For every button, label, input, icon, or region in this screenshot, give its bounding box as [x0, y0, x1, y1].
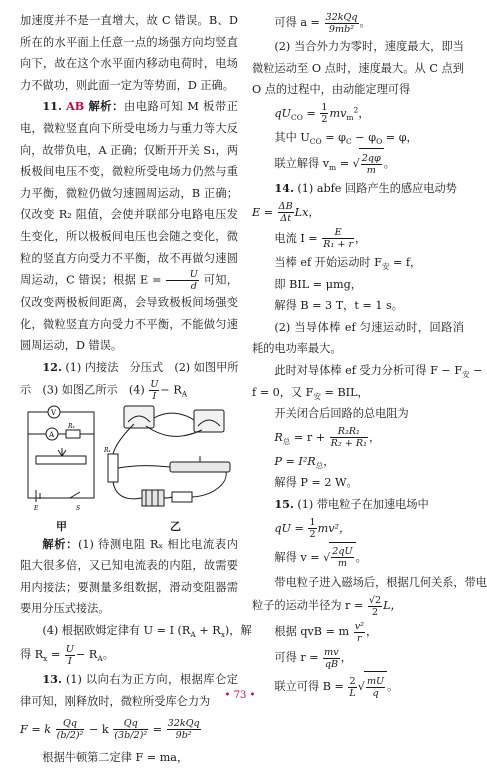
jia-label-Rx: Rₓ [68, 422, 75, 430]
jia-label-S: S [76, 504, 81, 512]
q12-analysis: 解析：(1) 待测电阻 Rₓ 相比电流表内阻大很多倍，又已知电流表的内阻，故需要用内接法；要测量多组数据，滑动变阻器需要用分压式接法。 [20, 536, 238, 616]
q15-eq4: 可得 r = $\frac{mv}{qB}$ ， [274, 646, 352, 670]
q11 [20, 96, 238, 357]
q12-line2: 示 (3) 如图乙所示 (4) $\frac{U}{I}$ − $R_A$ [20, 378, 188, 402]
r-eq-a: 可得 a = $\frac{\text{32kQq}}{\text{9mb²}}$ 。 [274, 11, 371, 35]
q12-p4: (4) 根据欧姆定律有 U = I $(R_A + R_x)$，解 [42, 623, 252, 640]
q14-p4: 即 BIL = μmg， [274, 277, 362, 291]
q15-p3: 带电粒子进入磁场后，根据几何关系，带电 [274, 575, 487, 589]
wiring-diagram-yi [102, 404, 242, 522]
q11-fraction: $\frac{U}{d}$ [166, 269, 198, 292]
q12-figures [20, 404, 238, 534]
figure-label-yi: 乙 [170, 519, 181, 533]
r-p3: 其中 $U_{CO} = \varphi_C - \varphi_O = \varphi$， [274, 130, 418, 147]
q10-tail: 加速度并不是一直增大，故 C 错误。B、D 所在的水平面上任意一点的场强方向均竖直向下，故在这个水平面内移动电荷时，电场力不做功，则此面一定为等势面，D 正确。 [20, 14, 238, 92]
q15-number: 15. [274, 496, 294, 511]
q14-p7: 此时对导体棒 ef 受力分析可得 $F - F_安$ − [274, 363, 483, 380]
q13-number: 13. [42, 672, 62, 687]
q14-p5: 解得 B = 3 T，t = 1 s。 [274, 299, 403, 313]
q11-label: 解析： [88, 99, 124, 114]
q13: 13. (1) 以向右为正方向，根据库仑定律可知，刚释放时，微粒所受库仑力为 [20, 672, 238, 709]
r-eq-energy: $qU_{CO}$ = $\frac{1}{2}$ $mv_m^2$， [274, 102, 370, 126]
q15-eq3: 根据 qvB = m $\frac{\text{v²}}{r}$ ， [274, 620, 378, 644]
r-p2: (2) 当合外力为零时，速度最大，即当微粒运动至 O 点时，速度最大。从 C 点到 O 点的过程中，由动能定理可得 [252, 40, 464, 97]
q14-p6: (2) 当导体棒 ef 匀速运动时，回路消耗的电功率最大。 [252, 320, 464, 356]
q15-eq5: 联立可得 B = $\frac{2}{L}$ √ $\frac{mU}{q}$ 。 [252, 671, 464, 701]
circuit-diagram-jia [22, 404, 100, 516]
jia-label-A: A [49, 430, 55, 439]
q14-number: 14. [274, 181, 294, 196]
q14: 14. (1) abfe 回路产生的感应电动势 [274, 181, 457, 196]
q12-number: 12. [42, 359, 62, 374]
q12-fraction: $\frac{U}{I}$ [150, 378, 159, 402]
q12-line1: 12. (1) 内接法 分压式 (2) 如图甲所 [42, 359, 239, 374]
jia-label-V: V [51, 408, 57, 417]
q14-eq1: E = $\frac{\Delta B}{\Delta t}$ Lx， [252, 201, 320, 225]
q14-p8: 开关闭合后回路的总电阻为 [274, 407, 409, 421]
q11-text2: 可知，仅改变两极板间距离，会导致极板间场强变化，微粒竖直方向受力不平衡，不能做匀速圆周运动，D 错误。 [20, 273, 238, 353]
r-p4: 联立解得 $v_m$ = √ $\frac{2q\varphi}{m}$ 。 [252, 148, 464, 178]
q14-p9: $P = I^2R_总$， [274, 454, 335, 470]
q14-p3: 当棒 ef 开始运动时 $F_安 = f$， [274, 255, 422, 272]
q13-equation: F = k $\frac{Qq}{\text{(b/2)²}}$ − k $\frac{Qq}{\text{(3b/2)²}}$ = $\frac{\text{32kQq}}{\text{9b²}}$ [20, 718, 200, 742]
q15-p4: 粒子的运动半径为 r = $\frac{√2}{2}$ L， [252, 594, 402, 618]
q11-number: 11. [42, 99, 62, 114]
q15-eq1: qU = $\frac{1}{2}$ mv²， [274, 517, 351, 540]
q14-p10: 解得 P = 2 W。 [274, 476, 358, 490]
q11-text: 由电路可知 M 板带正电，微粒竖直向下所受电场力与重力等大反向，故带负电，A 正确；仅断开开关 S₁，两板极间电压不变，微粒所受电场力仍然与重力平衡，微粒仍做匀速圆周运动，B 正确；仅改变 R₂ 阻值，会使并联部分电路电压发生变化，所以极板间电压也会随之变化，微粒的竖直方向受力不平衡，故不再做匀速圆周运动，C 错误；根据 E = [20, 100, 238, 287]
jia-label-E: E [34, 504, 39, 512]
q13-newton: 根据牛顿第二定律 F = ma， [42, 750, 189, 764]
page-number: • 73 • [224, 690, 256, 701]
q15: 15. (1) 带电粒子在加速电场中 [274, 496, 429, 511]
figure-label-jia: 甲 [56, 519, 67, 533]
right-column [252, 10, 487, 701]
q14-eq2: 电流 I = $\frac{E}{\text{R₁ + r}}$ ， [274, 227, 367, 251]
q14-eq3: $R_总 = r$ + $\frac{\text{R₂R₁}}{\text{R₂ + R₁}}$ ， [274, 426, 381, 450]
q14-p7-line2: f = 0，又 $F_安$ = BIL， [252, 385, 369, 401]
q15-eq2: 解得 v = √ $\frac{2qU}{m}$ 。 [252, 542, 464, 572]
yi-label-Rx: Rₓ [104, 446, 111, 454]
q12-p4-line2: 得 $R_x$ = $\frac{U}{I}$ − $R_A$。 [20, 643, 114, 667]
q11-answer: AB [66, 99, 85, 114]
